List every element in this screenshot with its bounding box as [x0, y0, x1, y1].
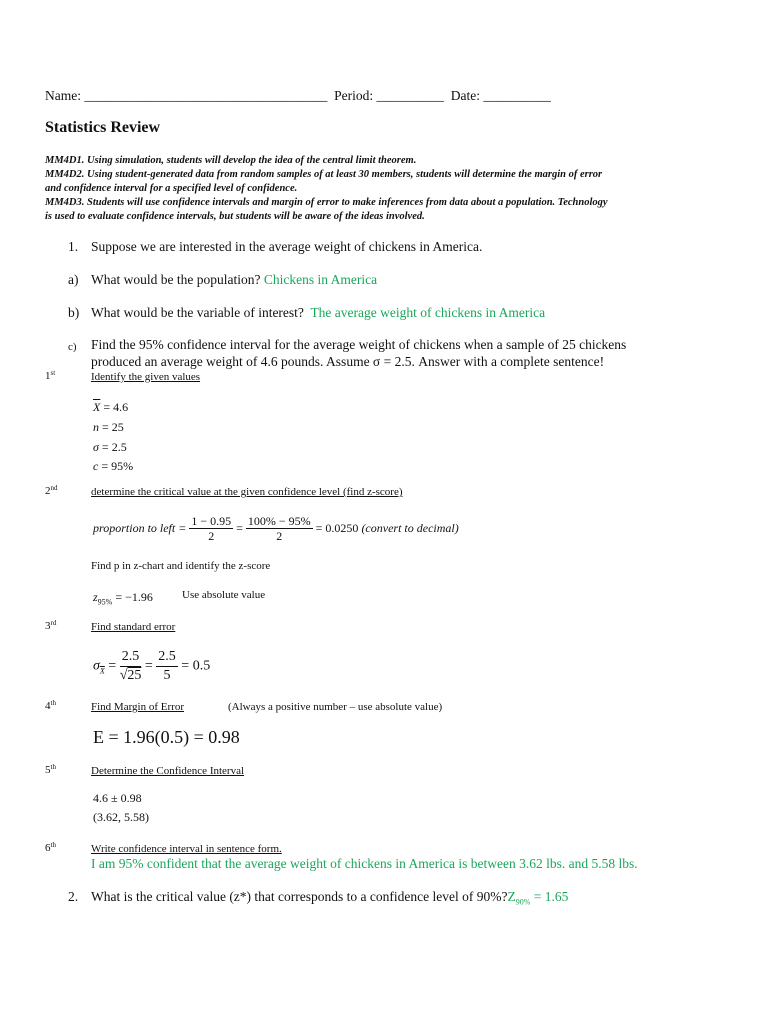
date-label: Date:	[450, 88, 480, 103]
question-1a-answer: Chickens in America	[263, 272, 378, 287]
question-2-text: What is the critical value (z*) that corresponds to a confidence level of 90%?	[91, 889, 508, 904]
step-5-marker: 5th	[45, 763, 56, 776]
se-fraction-1: $\frac{2.5}{√25}$	[119, 649, 142, 683]
standard-line: MM4D3. Students will use confidence intervals and margin of error to make inferences from data about a population. Technology	[45, 197, 608, 208]
proportion-equation: proportion to left = $\frac{1 - 0.95}{2}$ = $\frac{100\% - 95\%}{2}$ = 0.0250 (convert to decimal)	[93, 514, 459, 543]
standard-line: and confidence interval for a specified level of confidence.	[45, 183, 298, 194]
step-4-marker: 4th	[45, 699, 56, 712]
z-score-line: $z_{95\%} = -1.96$	[93, 590, 153, 607]
step-2-title: determine the critical value at the given confidence level (find z-score)	[91, 486, 403, 498]
margin-of-error-equation: E = 1.96(0.5) = 0.98	[93, 727, 240, 747]
step-4-title: Find Margin of Error	[91, 701, 184, 713]
question-1b	[91, 305, 545, 321]
given-xbar: $\overline{X} = 4.6$	[93, 400, 129, 414]
name-blank[interactable]: ____________________________________	[84, 88, 328, 103]
date-blank[interactable]: __________	[483, 88, 551, 103]
standard-line: is used to evaluate confidence intervals, but students will be aware of the ideas involved.	[45, 211, 425, 222]
name-label: Name:	[45, 88, 81, 103]
header-fields	[45, 88, 551, 104]
find-p-instruction: Find p in z-chart and identify the z-score	[91, 560, 271, 572]
step-6-title: Write confidence interval in sentence form.	[91, 843, 282, 855]
confidence-interval-expression: 4.6 ± 0.98	[93, 791, 142, 805]
given-n: n = 25	[93, 420, 124, 434]
question-1c-label: c)	[68, 341, 77, 353]
fraction-1: $\frac{1 - 0.95}{2}$	[191, 514, 232, 543]
fraction-2: $\frac{100\% - 95\%}{2}$	[247, 514, 311, 543]
step-1-marker: 1st	[45, 369, 56, 382]
question-1a-label: a)	[68, 272, 79, 287]
se-fraction-2: $\frac{2.5}{5}$	[158, 649, 176, 683]
standard-line: MM4D1. Using simulation, students will develop the idea of the central limit theorem.	[45, 155, 417, 166]
question-1b-answer: The average weight of chickens in America	[310, 305, 546, 320]
question-1b-label: b)	[68, 305, 80, 320]
period-blank[interactable]: __________	[376, 88, 444, 103]
step-1-title: Identify the given values	[91, 371, 201, 383]
question-2-number: 2.	[68, 889, 79, 904]
step-4-note: (Always a positive number – use absolute value)	[228, 701, 443, 713]
question-1-text: Suppose we are interested in the average weight of chickens in America.	[91, 239, 483, 254]
standard-error-equation: $\sigma_{\overline{X}}$ = $\frac{2.5}{√25}$ = $\frac{2.5}{5}$ = 0.5	[93, 649, 211, 683]
question-1c-line1: Find the 95% confidence interval for the average weight of chickens when a sample of 25 chickens	[91, 337, 627, 352]
period-label: Period:	[334, 88, 374, 103]
step-6-marker: 6th	[45, 841, 56, 854]
question-1c-line2: produced an average weight of 4.6 pounds. Assume σ = 2.5. Answer with a complete sentence!	[91, 354, 605, 369]
question-1b-text: What would be the variable of interest?	[91, 305, 304, 320]
standard-line: MM4D2. Using student-generated data from random samples of at least 30 members, students will determine the margin of error	[45, 169, 603, 180]
confidence-sentence-answer: I am 95% confident that the average weight of chickens in America is between 3.62 lbs. and 5.58 lbs.	[91, 856, 638, 871]
question-1a-text: What would be the population?	[91, 272, 261, 287]
question-1-number: 1.	[68, 239, 79, 254]
confidence-interval-bounds: (3.62, 5.58)	[93, 810, 149, 824]
step-3-marker: 3rd	[45, 619, 57, 632]
question-2-answer: $Z_{90\%} = 1.65$	[507, 889, 569, 907]
standards-block	[45, 154, 608, 224]
step-3-title: Find standard error	[91, 621, 176, 633]
question-2	[91, 889, 568, 907]
step-5-title: Determine the Confidence Interval	[91, 765, 245, 777]
z-note: Use absolute value	[182, 589, 266, 601]
page-title: Statistics Review	[45, 119, 161, 136]
given-c: c = 95%	[93, 459, 134, 473]
question-1a	[91, 272, 377, 288]
step-2-marker: 2nd	[45, 484, 58, 497]
given-sigma: σ = 2.5	[93, 440, 127, 454]
